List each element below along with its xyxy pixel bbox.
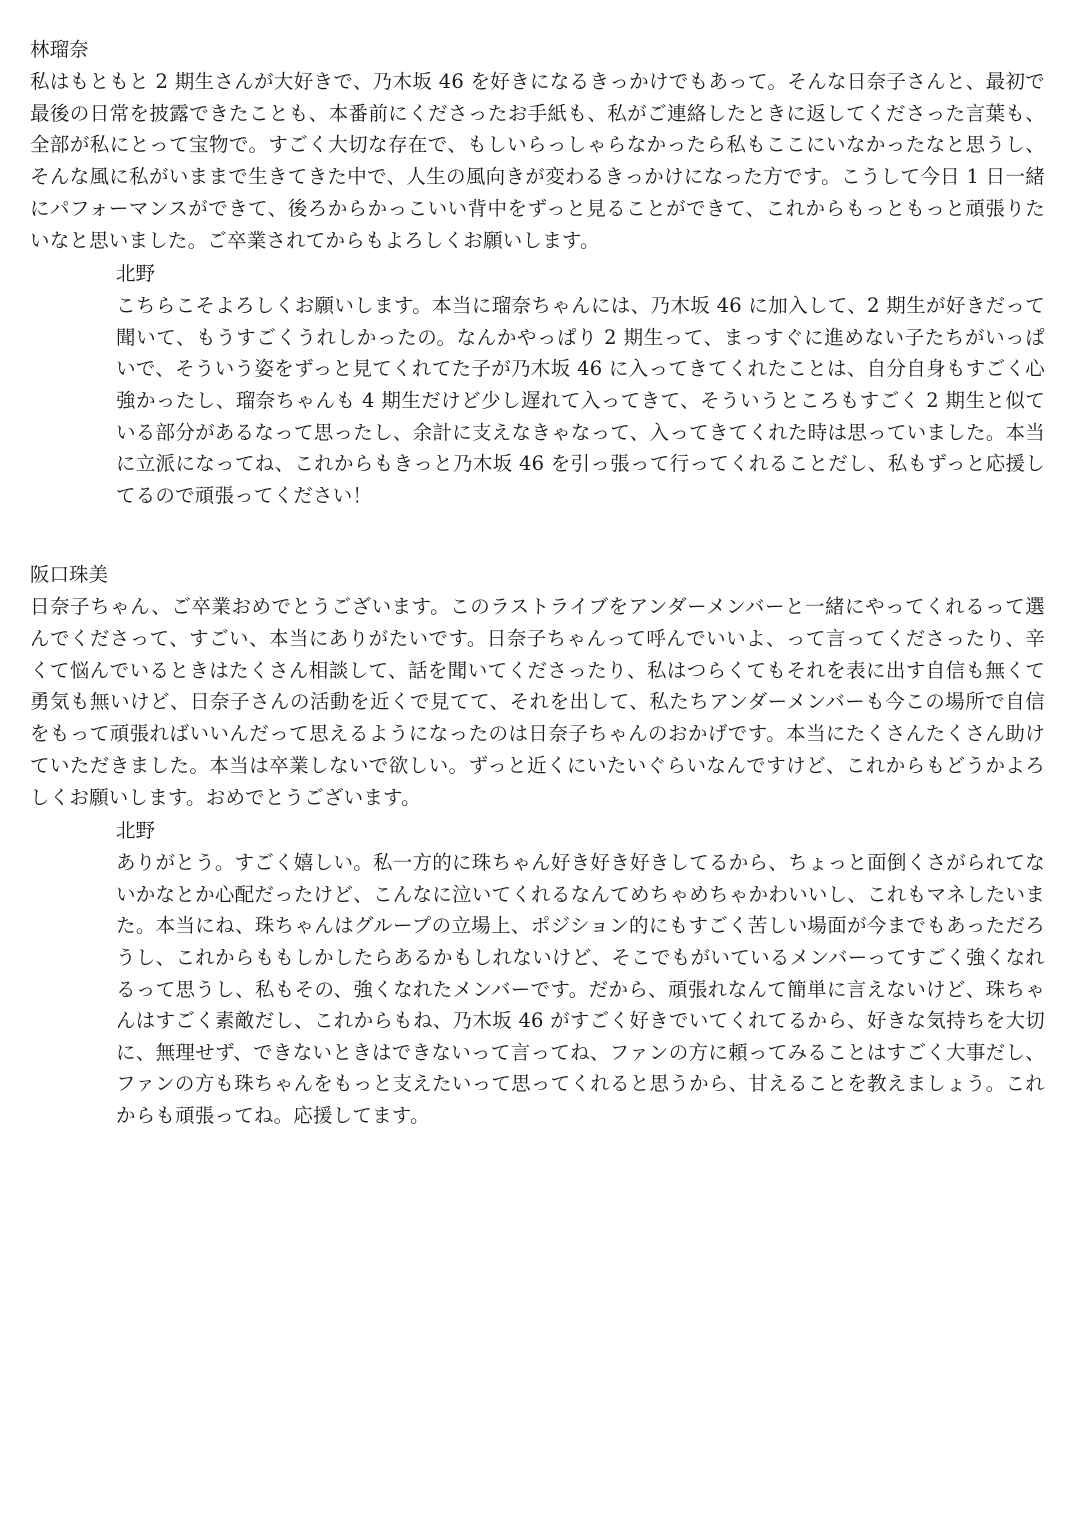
reply-speaker-name: 北野 bbox=[116, 819, 156, 843]
speech-text: 私はもともと 2 期生さんが大好きで、乃木坂 46 を好きになるきっかけでもあって。そんな日奈子さんと、最初で最後の日常を披露できたことも、本番前にくださったお手紙も、私がご連絡したときに返してくださった言葉も、全部が私にとって宝物で。すごく大切な存在で、もしいらっしゃらなかったら私もここにいなかったなと思うし、そんな風に私がいままで生きてきた中で、人生の風向きが変わるきっかけになった方です。こうして今日 1 日一緒にパフォーマンスができて、後ろからかっこいい背中をずっと見ることができて、これからもっともっと頑張りたいなと思いました。ご卒業されてからもよろしくお願いします。 bbox=[30, 70, 1045, 252]
section-sakaguchi bbox=[30, 559, 1045, 1131]
reply-block bbox=[116, 815, 1045, 1131]
reply-text: ありがとう。すごく嬉しい。私一方的に珠ちゃん好き好き好きしてるから、ちょっと面倒くさがられてないかなとか心配だったけど、こんなに泣いてくれるなんてめちゃめちゃかわいいし、これもマネしたいまた。本当にね、珠ちゃんはグループの立場上、ポジション的にもすごく苦しい場面が今までもあっただろうし、これからももしかしたらあるかもしれないけど、そこでもがいているメンバーってすごく強くなれるって思うし、私もその、強くなれたメンバーです。だから、頑張れなんて簡単に言えないけど、珠ちゃんはすごく素敵だし、これからもね、乃木坂 46 がすごく好きでいてくれてるから、好きな気持ちを大切に、無理せず、できないときはできないって言ってね、ファンの方に頼ってみることはすごく大事だし、ファンの方も珠ちゃんをもっと支えたいって思ってくれると思うから、甘えることを教えましょう。これからも頑張ってね。応援してます。 bbox=[116, 851, 1045, 1128]
reply-speaker-name: 北野 bbox=[116, 262, 156, 286]
reply-block bbox=[116, 258, 1045, 511]
reply-text: こちらこそよろしくお願いします。本当に瑠奈ちゃんには、乃木坂 46 に加入して、2 期生が好きだって聞いて、もうすごくうれしかったの。なんかやっぱり 2 期生って、まっすぐに進めない子たちがいっぱいで、そういう姿をずっと見てくれてた子が乃木坂 46 に入ってきてくれたことは、自分自身もすごく心強かったし、瑠奈ちゃんも 4 期生だけど少し遅れて入ってきて、そういうところもすごく 2 期生と似ている部分があるなって思ったし、余計に支えなきゃなって、入ってきてくれた時は思っていました。本当に立派になってね、これからもきっと乃木坂 46 を引っ張って行ってくれることだし、私もずっと応援してるので頑張ってください！ bbox=[116, 294, 1045, 507]
speech-text: 日奈子ちゃん、ご卒業おめでとうございます。このラストライブをアンダーメンバーと一緒にやってくれるって選んでくださって、すごい、本当にありがたいです。日奈子ちゃんって呼んでいいよ、って言ってくださったり、辛くて悩んでいるときはたくさん相談して、話を聞いてくださったり、私はつらくてもそれを表に出す自信も無くて勇気も無いけど、日奈子さんの活動を近くで見てて、それを出して、私たちアンダーメンバーも今この場所で自信をもって頑張ればいいんだって思えるようになったのは日奈子ちゃんのおかげです。本当にたくさんたくさん助けていただきました。本当は卒業しないで欲しい。ずっと近くにいたいぐらいなんですけど、これからもどうかよろしくお願いします。おめでとうございます。 bbox=[30, 595, 1045, 809]
section-hayashi bbox=[30, 34, 1045, 511]
section-divider bbox=[30, 511, 1045, 559]
speaker-name: 林瑠奈 bbox=[30, 38, 89, 61]
transcript-page bbox=[30, 34, 1045, 1132]
speaker-name: 阪口珠美 bbox=[30, 563, 109, 587]
